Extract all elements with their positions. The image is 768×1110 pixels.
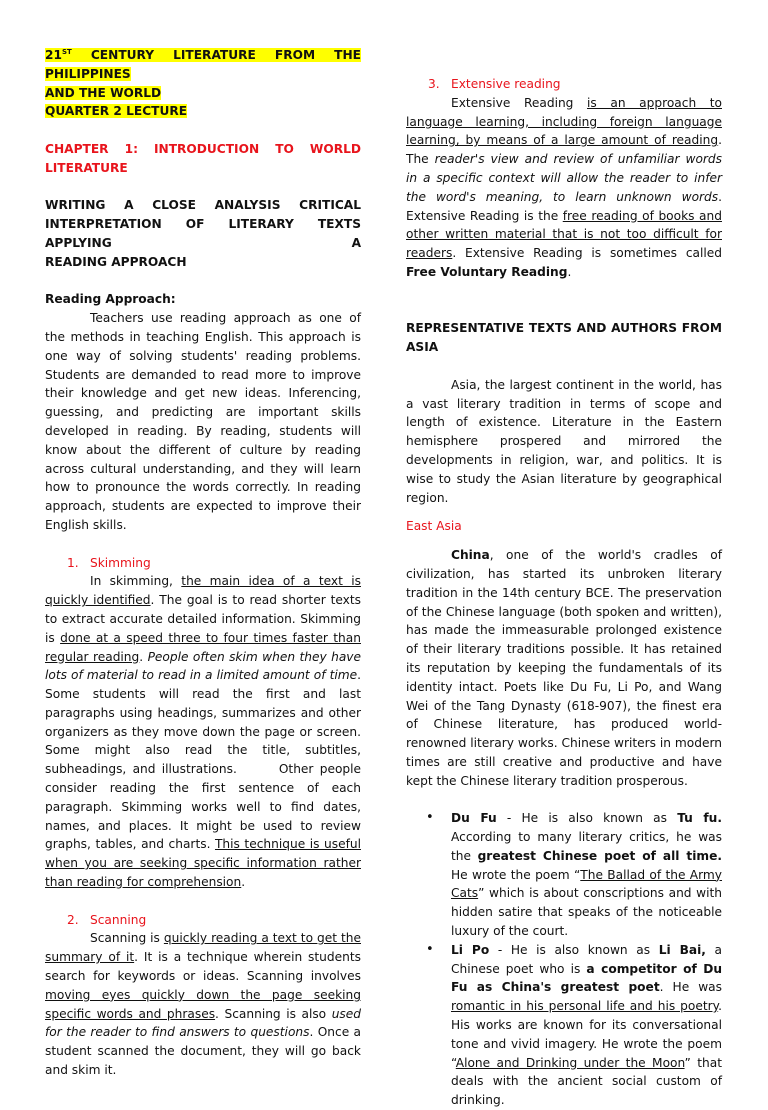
poet-list	[406, 809, 722, 1110]
list-item-du-fu: • Du Fu - He is also known as Tu fu. According to many literary critics, he was the greatest Chinese poet of all time. He wrote the poem “The Ballad of the Army Cats” which is about conscriptions and with hidden satire that speaks of the noticeable luxury of the court.	[426, 810, 723, 939]
bullet: •	[426, 941, 434, 957]
extensive-number: 3.	[428, 77, 440, 91]
scanning-section	[45, 911, 361, 1080]
left-column	[45, 46, 361, 1080]
scanning-body: Scanning is quickly reading a text to get the summary of it. It is a technique wherein students search for keywords or ideas. Scanning involves moving eyes quickly down the page seeking specific words and phrases. Scanning is also used for the reader to find answers to questions. Once a student scanned the document, they will go back and skim it.	[45, 931, 362, 1078]
skimming-title: Skimming	[90, 555, 151, 570]
extensive-body: Extensive Reading is an approach to language learning, including foreign language learning, by means of a large amount of reading. The reader's view and review of unfamiliar words in a specific context will allow the reader to infer the word's meaning, to learn unknown words. Extensive Reading is the free reading of books and other written material that is not too difficult for readers. Extensive Reading is sometimes called Free Voluntary Reading.	[406, 95, 723, 279]
header-line-2: AND THE WORLD	[45, 85, 162, 100]
section-heading	[45, 196, 361, 271]
reading-approach-heading: Reading Approach:	[45, 292, 176, 307]
header-line-1: 21ST CENTURY LITERATURE FROM THE PHILIPPINES	[45, 47, 361, 81]
east-asia-subheading: East Asia	[406, 519, 462, 534]
skimming-section	[45, 554, 361, 892]
section-heading-line-3: READING APPROACH	[45, 254, 187, 269]
reading-approach-body: Teachers use reading approach as one of the methods in teaching English. This approach is one way of solving students' reading problems. Students are demanded to read more to improve their knowledge and get new ideas. Inferencing, guessing, and predicting are important skills developed in reading. By reading, students will know about the different of culture by reading across cultural understanding, and they will learn how to pronounce the words correctly. In reading approach, students are expected to improve their English skills.	[45, 311, 361, 532]
section-heading-line-1: WRITING A CLOSE ANALYSIS CRITICAL	[45, 198, 362, 213]
skimming-body: In skimming, the main idea of a text is quickly identified. The goal is to read shorter texts to extract accurate detailed information. Skimming is done at a speed three to four times faster than regular reading. People often skim when they have lots of material to read in a limited amount of time. Some students will read the first and last paragraphs using headings, summarizes and other organizers as they move down the page or screen. Some might also read the title, subtitles, subheadings, and illustrations. Other people consider reading the first sentence of each paragraph. Skimming works well to find dates, names, and places. It might be used to review graphs, tables, and charts. This technique is useful when you are seeking specific information rather than reading for comprehension.	[45, 574, 362, 890]
lecture-header	[45, 46, 361, 121]
chapter-title: CHAPTER 1: INTRODUCTION TO WORLD LITERATURE	[45, 141, 361, 175]
asia-heading: REPRESENTATIVE TEXTS AND AUTHORS FROM ASIA	[406, 321, 722, 355]
scanning-title: Scanning	[90, 912, 147, 927]
extensive-title: Extensive reading	[451, 77, 561, 91]
china-paragraph: China, one of the world's cradles of civilization, has started its unbroken literary tradition in the 14th century BCE. The preservation of the Chinese language (both spoken and written), has made the immeasurable prolonged existence of their literary traditions possible. It has retained its reputation by keeping the fundamentals of its identity intact. Poets like Du Fu, Li Po, and Wang Wei of the Tang Dynasty (618-907), the finest era of Chinese literature, has produced world-renowned literary works. Chinese writers in modern times are still creative and productive and have kept the Chinese literary tradition prosperous.	[406, 548, 722, 788]
extensive-reading-section	[406, 75, 722, 282]
asia-intro: Asia, the largest continent in the world, has a vast literary tradition in terms of scope and length of existence. Literature in the Eastern hemisphere prospered and mirrored the developments in religion, war, and politics. It is wise to study the Asian literature by geographical region.	[406, 377, 722, 505]
right-column	[406, 75, 722, 1110]
skimming-number: 1.	[67, 555, 79, 570]
scanning-number: 2.	[67, 912, 79, 927]
header-line-3: QUARTER 2 LECTURE	[45, 104, 188, 119]
bullet: •	[426, 810, 434, 826]
list-item-li-po: • Li Po - He is also known as Li Bai, a Chinese poet who is a competitor of Du Fu as China's greatest poet. He was romantic in his personal life and his poetry. His works are known for its conversational tone and vivid imagery. He wrote the poem “Alone and Drinking under the Moon” that deals with the ancient social custom of drinking.	[426, 941, 723, 1108]
section-heading-line-2: INTERPRETATION OF LITERARY TEXTS APPLYING A	[45, 217, 361, 250]
